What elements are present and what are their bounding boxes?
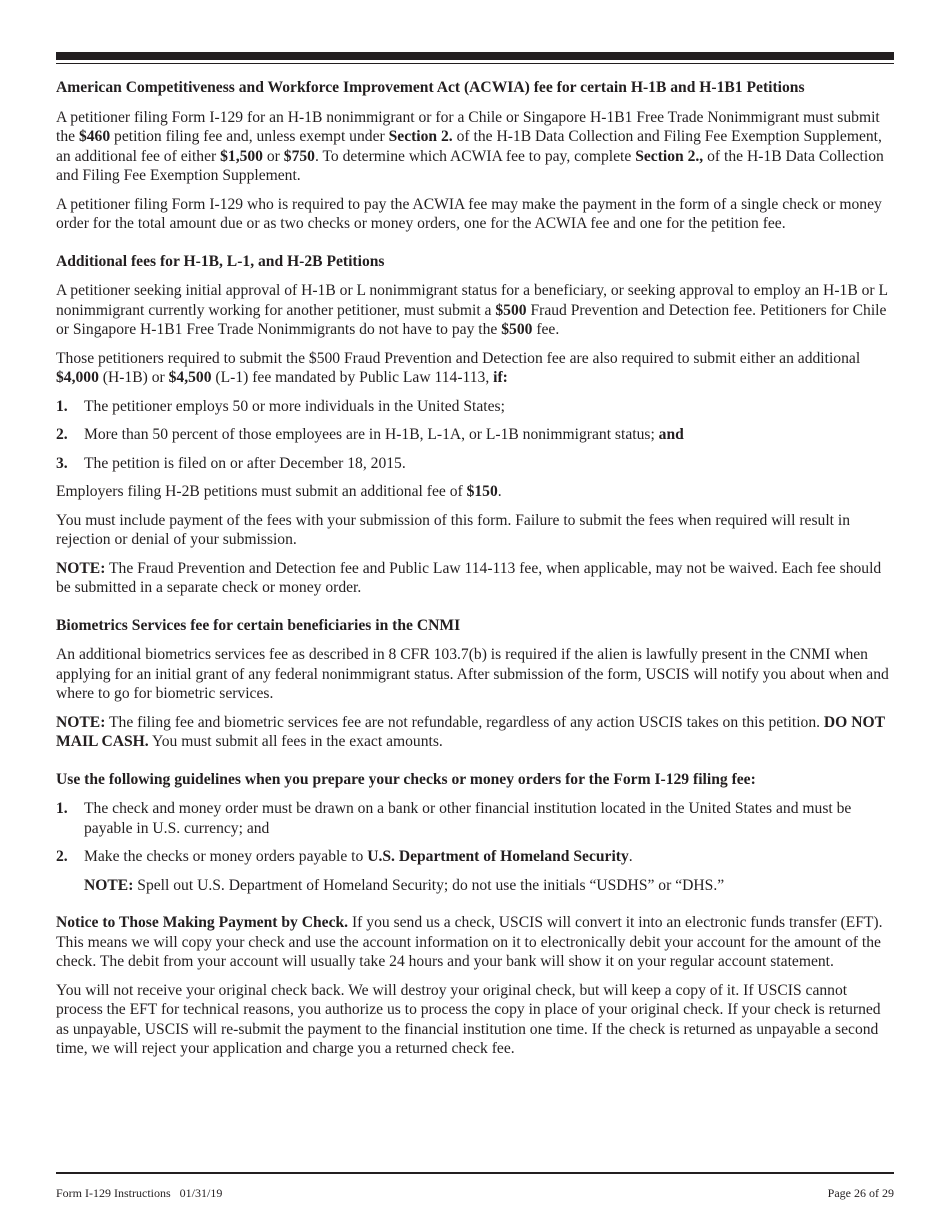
list-text: More than 50 percent of those employees are in H-1B, L-1A, or L-1B nonimmigrant status;: [84, 426, 659, 443]
acwia-section: [56, 78, 894, 234]
footer-page-number: Page 26 of 29: [827, 1186, 894, 1200]
list-number: 2.: [56, 426, 68, 443]
check-notice-paragraph: Notice to Those Making Payment by Check. If you send us a check, USCIS will convert it into an electronic funds transfer (EFT). This means we will copy your check and use the account information on it to electronically debit your account for the amount of the check. The debit from your account will usually take 24 hours and your bank will show it on your regular account statement.: [56, 914, 883, 970]
list-item: 2. Make the checks or money orders payable to U.S. Department of Homeland Security.: [56, 848, 633, 865]
list-number: 3.: [56, 454, 68, 472]
biometrics-section: [56, 616, 894, 752]
list-item: [56, 397, 894, 417]
footer-rule: [56, 1172, 894, 1174]
check-payment-section: [56, 913, 894, 1059]
page-body: [56, 52, 894, 1068]
additional-fees-heading: Additional fees for H-1B, L-1, and H-2B Petitions: [56, 252, 385, 270]
biometrics-heading: Biometrics Services fee for certain beneficiaries in the CNMI: [56, 616, 461, 634]
list-item: [56, 454, 894, 474]
check-return-paragraph: You will not receive your original check back. We will destroy your original check, but will keep a copy of it. If USCIS cannot process the EFT for technical reasons, you authorize us to process the copy in place of your original check. If your check is returned as unpayable, USCIS will re-submit the payment to the financial institution one time. If the check is returned as unpayable a second time, we will reject your application and charge you a returned check fee.: [56, 981, 881, 1057]
list-text: The petition is filed on or after December 18, 2015.: [84, 454, 406, 472]
acwia-heading: American Competitiveness and Workforce Improvement Act (ACWIA) fee for certain H-1B and H-1B1 Petitions: [56, 79, 805, 96]
fraud-fee-note: NOTE: The Fraud Prevention and Detection fee and Public Law 114-113 fee, when applicable, may not be waived. Each fee should be submitted in a separate check or money order.: [56, 559, 882, 596]
payee-note: NOTE: Spell out U.S. Department of Homeland Security; do not use the initials “USDHS” or “DHS.”: [84, 876, 725, 894]
acwia-paragraph-2: A petitioner filing Form I-129 who is required to pay the ACWIA fee may make the payment in the form of a single check or money order for the total amount due or as two checks or money orders, one for the ACWIA fee and one for the petition fee.: [56, 195, 882, 232]
footer-form-id: Form I-129 Instructions 01/31/19: [56, 1186, 223, 1200]
biometrics-paragraph: An additional biometrics services fee as described in 8 CFR 103.7(b) is required if the alien is lawfully present in the CNMI when applying for an initial grant of any federal nonimmigrant status. After submission of the form, USCIS will notify you about when and where to go for biometric services.: [56, 646, 889, 702]
additional-fees-paragraph-2: Those petitioners required to submit the $500 Fraud Prevention and Detection fee are also required to submit either an additional $4,000 (H-1B) or $4,500 (L-1) fee mandated by Public Law 114-113, if:: [56, 349, 861, 386]
page-footer: [56, 1172, 894, 1200]
header-rule-thick: [56, 52, 894, 60]
biometrics-note: NOTE: The filing fee and biometric services fee are not refundable, regardless of any action USCIS takes on this petition. DO NOT MAIL CASH. You must submit all fees in the exact amounts.: [56, 713, 885, 750]
list-item: [56, 799, 894, 838]
additional-fees-section: [56, 252, 894, 598]
guidelines-section: [56, 770, 894, 896]
list-item: 2. More than 50 percent of those employees are in H-1B, L-1A, or L-1B nonimmigrant status; and: [56, 426, 684, 443]
list-number: 1.: [56, 800, 68, 817]
list-text: The petitioner employs 50 or more individuals in the United States;: [84, 397, 505, 415]
payment-requirement-paragraph: You must include payment of the fees with your submission of this form. Failure to submit the fees when required will result in rejection or denial of your submission.: [56, 511, 851, 548]
additional-fees-paragraph-1: A petitioner seeking initial approval of H-1B or L nonimmigrant status for a beneficiary, or seeking approval to employ an H-1B or L nonimmigrant currently working for another petitioner, must submit a $500 Fraud Prevention and Detection fee. Petitioners for Chile or Singapore H-1B1 Free Trade Nonimmigrants do not have to pay the $500 fee.: [56, 282, 888, 338]
list-number: 1.: [56, 397, 68, 415]
guidelines-heading: Use the following guidelines when you prepare your checks or money orders for the Form I-129 filing fee:: [56, 770, 756, 788]
acwia-paragraph-1: A petitioner filing Form I-129 for an H-1B nonimmigrant or for a Chile or Singapore H-1B1 Free Trade Nonimmigrant must submit the $460 petition filing fee and, unless exempt under Section 2. of the H-1B Data Collection and Filing Fee Exemption Supplement, an additional fee of either $1,500 or $750. To determine which ACWIA fee to pay, complete Section 2., of the H-1B Data Collection and Filing Fee Exemption Supplement.: [56, 108, 884, 184]
h2b-fee-paragraph: Employers filing H-2B petitions must submit an additional fee of $150.: [56, 483, 502, 500]
list-number: 2.: [56, 848, 68, 865]
document-content: [56, 78, 894, 1059]
header-rule-thin: [56, 63, 894, 64]
list-text: The check and money order must be drawn on a bank or other financial institution located in the United States and must be payable in U.S. currency; and: [84, 800, 852, 837]
